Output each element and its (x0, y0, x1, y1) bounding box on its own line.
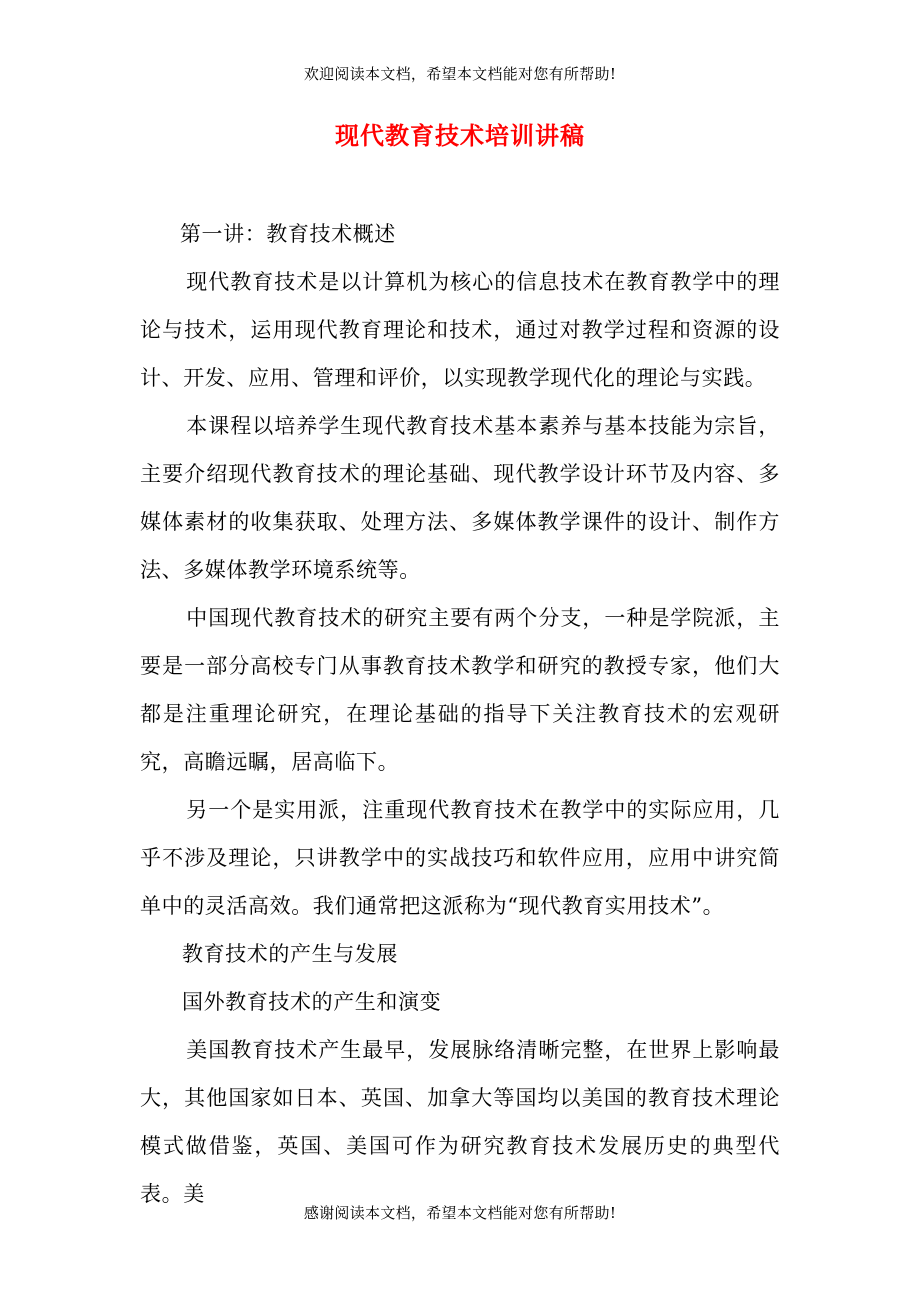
paragraph: 美国教育技术产生最早，发展脉络清晰完整，在世界上影响最大，其他国家如日本、英国、加拿大等国均以美国的教育技术理论模式做借鉴，英国、美国可作为研究教育技术发展历史的典型代表。美 (140, 1038, 780, 1206)
paragraph: 中国现代教育技术的研究主要有两个分支，一种是学院派，主要是一部分高校专门从事教育技术教学和研究的教授专家，他们大都是注重理论研究，在理论基础的指导下关注教育技术的宏观研究，高瞻远瞩，居高临下。 (140, 606, 780, 774)
document-body (140, 210, 780, 1218)
footer-note: 感谢阅读本文档，希望本文档能对您有所帮助! (303, 1204, 617, 1222)
section-heading: 教育技术的产生与发展 (182, 942, 398, 966)
subsection-heading: 国外教育技术的产生和演变 (182, 990, 442, 1014)
paragraph: 现代教育技术是以计算机为核心的信息技术在教育教学中的理论与技术，运用现代教育理论和技术，通过对教学过程和资源的设计、开发、应用、管理和评价，以实现教学现代化的理论与实践。 (140, 270, 780, 390)
paragraph: 另一个是实用派，注重现代教育技术在教学中的实际应用，几乎不涉及理论，只讲教学中的实战技巧和软件应用，应用中讲究简单中的灵活高效。我们通常把这派称为“现代教育实用技术”。 (140, 798, 780, 918)
lecture-heading: 第一讲：教育技术概述 (179, 222, 396, 246)
header-note: 欢迎阅读本文档，希望本文档能对您有所帮助! (303, 65, 617, 83)
paragraph: 本课程以培养学生现代教育技术基本素养与基本技能为宗旨，主要介绍现代教育技术的理论基础、现代教学设计环节及内容、多媒体素材的收集获取、处理方法、多媒体教学课件的设计、制作方法、多媒体教学环境系统等。 (140, 414, 780, 582)
document-title: 现代教育技术培训讲稿 (335, 121, 585, 150)
